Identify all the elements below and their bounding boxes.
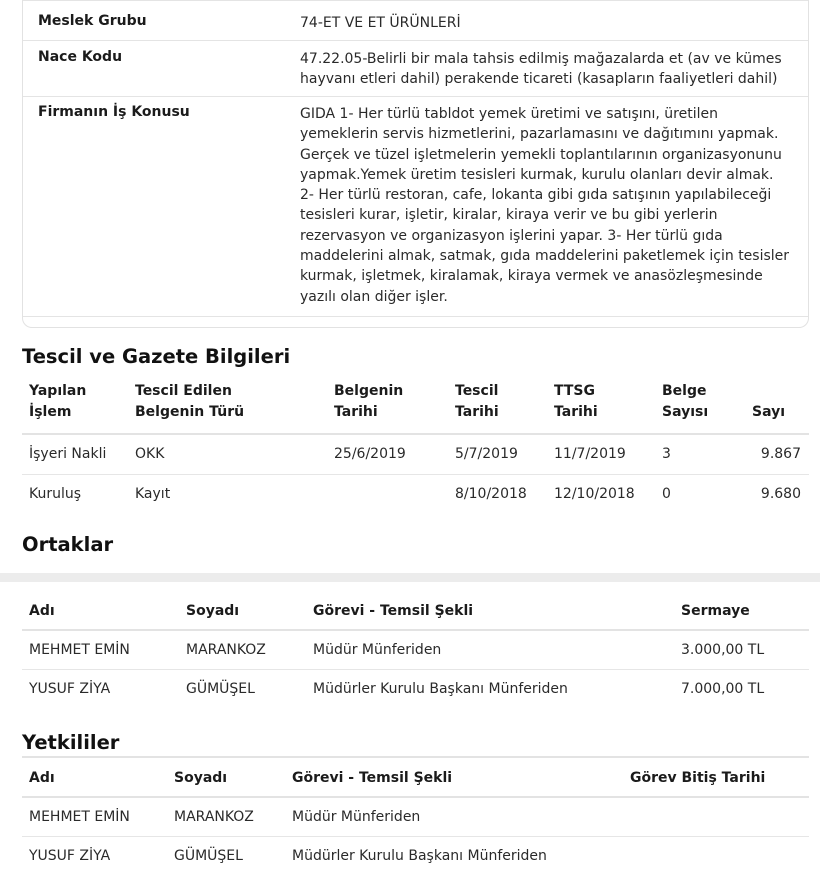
- cell-belge-sayisi: 3: [655, 434, 745, 474]
- cell-adi: YUSUF ZİYA: [29, 680, 111, 697]
- col-header-gorevi: Görevi - Temsil Şekli: [285, 757, 623, 797]
- info-value: GIDA 1- Her türlü tabldot yemek üretimi ve satışını, üretilen yemeklerin servis hizmetlerini, pazarlamasını ve dağıtımını yapmak. Gerçek ve tüzel işletmelerin yemekli toplantılarının organizasyonunu yapmak.Yemek üretim tesisleri kurmak, kurulu olanları devir almak. 2- Her türlü restoran, cafe, lokanta gibi gıda satışının yapılabileceği tesisleri kurar, işletir, kiralar, kiraya verir ve bu gibi yerlerin rezervasyon ve organizasyon işlerini yapar. 3- Her türlü gıda maddelerini almak, satmak, gıda maddelerini paketlemek için tesisler kurmak, işletmek, kiralamak, kiraya vermek ve anasözleşmesinde yazılı olan diğer işler.: [300, 106, 790, 305]
- col-header-adi: Adı: [22, 757, 167, 797]
- cell-adi: MEHMET EMİN: [22, 797, 167, 836]
- info-value: 47.22.05-Belirli bir mala tahsis edilmiş mağazalarda et (av ve kümes hayvanı etleri dahil) perakende ticareti (kasapların faaliyetleri dahil): [300, 51, 782, 88]
- section-title-ortaklar: Ortaklar: [22, 533, 114, 556]
- company-info-card: [22, 0, 809, 328]
- info-label: Firmanın İş Konusu: [38, 104, 190, 120]
- cell-adi: YUSUF ZİYA: [29, 847, 111, 864]
- col-header-adi: Adı: [22, 590, 179, 630]
- table-row: [22, 669, 809, 708]
- info-row-is-konusu: [23, 96, 808, 316]
- ortaklar-table: [22, 590, 809, 708]
- card-divider: [23, 316, 808, 317]
- cell-gorevi: Müdürler Kurulu Başkanı Münferiden: [313, 680, 568, 697]
- table-header-row: [22, 757, 809, 797]
- table-row: [22, 797, 809, 836]
- cell-soyadi: MARANKOZ: [167, 797, 285, 836]
- cell-tur: OKK: [128, 434, 327, 474]
- table-row: [22, 630, 809, 669]
- col-header-sayi: Sayı: [745, 378, 809, 434]
- info-label: Meslek Grubu: [38, 13, 147, 29]
- table-header-row: [22, 378, 809, 434]
- cell-sermaye: 7.000,00 TL: [681, 680, 765, 697]
- col-header-ttsg-tarihi: TTSG Tarihi: [547, 378, 655, 434]
- cell-gorevi: Müdürler Kurulu Başkanı Münferiden: [292, 847, 547, 864]
- col-header-soyadi: Soyadı: [179, 590, 306, 630]
- section-divider: [0, 573, 820, 582]
- cell-tescil-tarihi: 8/10/2018: [455, 486, 527, 503]
- info-row-nace-kodu: [23, 40, 808, 96]
- cell-soyadi: GÜMÜŞEL: [186, 680, 255, 697]
- cell-soyadi: MARANKOZ: [179, 630, 306, 669]
- cell-sayi: 9.867: [745, 434, 809, 474]
- cell-ttsg-tarihi: 11/7/2019: [547, 434, 655, 474]
- cell-islem: Kuruluş: [29, 486, 82, 503]
- col-header-belge-tarihi: Belgenin Tarihi: [327, 378, 448, 434]
- cell-gorevi: Müdür Münferiden: [285, 797, 623, 836]
- col-header-islem: Yapılan İşlem: [22, 378, 128, 434]
- cell-ttsg-tarihi: 12/10/2018: [554, 486, 635, 503]
- cell-belge-tarihi: [327, 474, 448, 514]
- info-value: 74-ET VE ET ÜRÜNLERİ: [300, 15, 461, 31]
- col-header-bitis-tarihi: Görev Bitiş Tarihi: [623, 757, 809, 797]
- cell-islem: İşyeri Nakli: [22, 434, 128, 474]
- cell-sayi: 9.680: [760, 486, 801, 503]
- cell-sermaye: 3.000,00 TL: [674, 630, 809, 669]
- cell-tur: Kayıt: [135, 486, 171, 503]
- cell-belge-sayisi: 0: [662, 486, 671, 503]
- col-header-soyadi: Soyadı: [167, 757, 285, 797]
- cell-soyadi: GÜMÜŞEL: [174, 847, 243, 864]
- table-row: [22, 474, 809, 514]
- col-header-tescil-tarihi: Tescil Tarihi: [448, 378, 547, 434]
- col-header-gorevi: Görevi - Temsil Şekli: [306, 590, 674, 630]
- yetkililer-table: [22, 756, 809, 875]
- info-row-meslek-grubu: [23, 0, 808, 40]
- cell-adi: MEHMET EMİN: [22, 630, 179, 669]
- cell-bitis-tarihi: [623, 797, 809, 836]
- table-row: [22, 836, 809, 875]
- col-header-tur: Tescil Edilen Belgenin Türü: [128, 378, 327, 434]
- cell-bitis-tarihi: [623, 836, 809, 875]
- cell-tescil-tarihi: 5/7/2019: [448, 434, 547, 474]
- table-header-row: [22, 590, 809, 630]
- tescil-table: [22, 378, 809, 514]
- cell-gorevi: Müdür Münferiden: [306, 630, 674, 669]
- cell-belge-tarihi: 25/6/2019: [327, 434, 448, 474]
- section-title-yetkililer: Yetkililer: [22, 731, 120, 754]
- col-header-sermaye: Sermaye: [674, 590, 809, 630]
- col-header-belge-sayisi: Belge Sayısı: [655, 378, 745, 434]
- table-row: [22, 434, 809, 474]
- info-label: Nace Kodu: [38, 49, 123, 65]
- section-title-tescil: Tescil ve Gazete Bilgileri: [22, 345, 291, 368]
